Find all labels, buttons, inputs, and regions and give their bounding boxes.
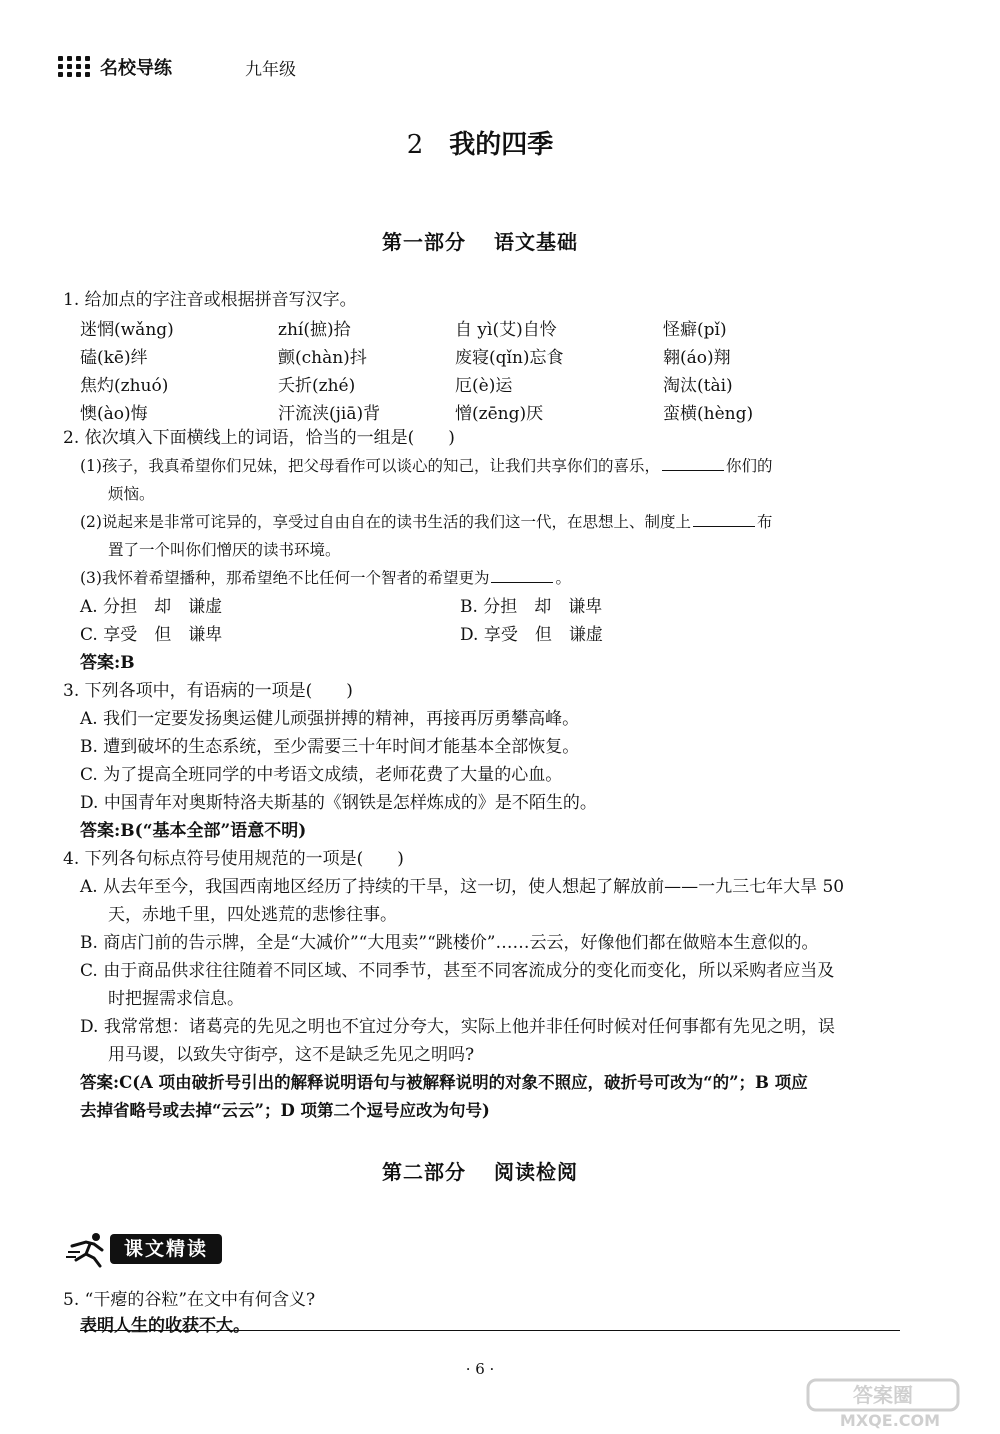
q2-stem: 2. 依次填入下面横线上的词语，恰当的一组是( )	[63, 428, 455, 448]
q1-item: 磕(kē)绊	[80, 348, 148, 368]
q1-item: 懊(ào)悔	[80, 404, 148, 424]
q4-option-d: D. 我常常想：诸葛亮的先见之明也不宜过分夸大，实际上他并非任何时候对任何事都有先见之明，误	[80, 1017, 835, 1037]
q1-item: 翱(áo)翔	[663, 348, 731, 368]
q2-option-a: A. 分担 却 谦虚	[80, 597, 223, 617]
part1-heading	[0, 226, 960, 255]
q4-option-a: A. 从去年至今，我国西南地区经历了持续的干旱，这一切，使人想起了解放前——一九三七年大旱 50	[80, 877, 845, 897]
q3-option-b: B. 遭到破坏的生态系统，至少需要三十年时间才能基本全部恢复。	[80, 737, 580, 757]
q1-stem: 1. 给加点的字注音或根据拼音写汉字。	[63, 290, 357, 310]
q3-answer-value: B(“基本全部”语意不明)	[120, 821, 307, 841]
q3-option-d: D. 中国青年对奥斯特洛夫斯基的《钢铁是怎样炼成的》是不陌生的。	[80, 793, 597, 813]
badge-label: 课文精读	[110, 1234, 222, 1264]
q2-s3-text: (3)我怀着希望播种，那希望绝不比任何一个智者的希望更为	[80, 569, 490, 587]
part2-name: 阅读检阅	[494, 1160, 578, 1184]
q1-item: 颤(chàn)抖	[278, 348, 367, 368]
lesson-number: 2	[406, 130, 424, 160]
part2-heading	[0, 1156, 960, 1185]
brand-dots-icon	[58, 56, 94, 78]
q1-item: 迷惘(wǎng)	[80, 320, 174, 340]
svg-text:MXQE.COM: MXQE.COM	[839, 1411, 941, 1430]
svg-text:答案圈: 答案圈	[853, 1383, 913, 1407]
q2-s1-tail: 你们的	[725, 457, 773, 475]
q2-answer-value: B	[120, 653, 135, 673]
watermark-icon	[800, 1378, 980, 1430]
q2-option-d: D. 享受 但 谦虚	[460, 625, 603, 645]
q1-item: 汗流浃(jiā)背	[278, 404, 381, 424]
q1-item: 厄(è)运	[455, 376, 513, 396]
q2-s1-cont: 烦恼。	[108, 485, 155, 503]
part1-label: 第一部分	[382, 230, 466, 254]
q2-s2-cont: 置了一个叫你们憎厌的读书环境。	[108, 541, 341, 559]
watermark-logo	[800, 1378, 980, 1430]
q4-option-b: B. 商店门前的告示牌，全是“大减价”“大甩卖”“跳楼价”……云云，好像他们都在做赔本生意似的。	[80, 933, 819, 953]
q3-answer	[80, 817, 306, 845]
q4-answer: 答案:C(A 项由破折号引出的解释说明语句与被解释说明的对象不照应，破折号可改为“的”；B 项应	[80, 1073, 808, 1092]
answer-underline	[80, 1330, 900, 1331]
q1-item: zhí(摭)拾	[278, 320, 351, 340]
page-number: · 6 ·	[465, 1360, 495, 1378]
q2-sentence-1	[80, 452, 920, 480]
q1-item: 自 yì(艾)自怜	[455, 320, 557, 340]
q2-blank-2	[693, 511, 755, 527]
q2-s3-tail: 。	[555, 569, 571, 587]
q1-item: 蛮横(hèng)	[663, 404, 754, 424]
q1-item: 憎(zēng)厌	[455, 404, 544, 424]
q5-stem: 5. “干瘪的谷粒”在文中有何含义?	[63, 1290, 316, 1310]
lesson-title-text: 我的四季	[449, 130, 554, 160]
q1-item: 废寝(qǐn)忘食	[455, 348, 564, 368]
q1-item: 夭折(zhé)	[278, 376, 356, 396]
q2-s1-text: (1)孩子，我真希望你们兄妹，把父母看作可以谈心的知己，让我们共享你们的喜乐，	[80, 457, 660, 475]
q3-option-c: C. 为了提高全班同学的中考语文成绩，老师花费了大量的心血。	[80, 765, 563, 785]
q2-blank-3	[491, 567, 553, 583]
runner-icon	[66, 1230, 112, 1268]
lesson-title	[0, 124, 960, 161]
q2-option-c: C. 享受 但 谦卑	[80, 625, 223, 645]
q2-blank-1	[662, 455, 724, 471]
reading-badge	[66, 1230, 226, 1268]
q4-option-c: C. 由于商品供求往往随着不同区域、不同季节，甚至不同客流成分的变化而变化，所以采购者应当及	[80, 961, 835, 981]
part2-label: 第二部分	[382, 1160, 466, 1184]
q4-option-c-cont: 时把握需求信息。	[108, 989, 244, 1009]
q4-option-d-cont: 用马谡，以致失守街亭，这不是缺乏先见之明吗?	[108, 1045, 475, 1065]
q2-option-b: B. 分担 却 谦卑	[460, 597, 603, 617]
q5-answer: 表明人生的收获不大。	[80, 1316, 250, 1336]
q4-option-a-cont: 天，赤地千里，四处逃荒的悲惨往事。	[108, 905, 397, 925]
brand-name: 名校导练	[100, 58, 172, 79]
q3-answer-label: 答案:	[80, 821, 121, 841]
q2-answer-label: 答案:	[80, 653, 121, 673]
q1-item: 焦灼(zhuó)	[80, 376, 169, 396]
q2-s2-tail: 布	[756, 513, 773, 531]
q2-sentence-2	[80, 508, 920, 536]
q2-sentence-3	[80, 564, 571, 592]
q1-item: 淘汰(tài)	[663, 376, 733, 396]
grade-label: 九年级	[245, 60, 296, 80]
q1-item: 怪癖(pǐ)	[663, 320, 727, 340]
q4-answer-cont: 去掉省略号或去掉“云云”；D 项第二个逗号应改为句号)	[80, 1101, 490, 1120]
q3-option-a: A. 我们一定要发扬奥运健儿顽强拼搏的精神，再接再厉勇攀高峰。	[80, 709, 580, 729]
q2-answer	[80, 649, 135, 677]
part1-name: 语文基础	[494, 230, 578, 254]
q2-s2-text: (2)说起来是非常可诧异的，享受过自由自在的读书生活的我们这一代，在思想上、制度上	[80, 513, 691, 531]
q3-stem: 3. 下列各项中，有语病的一项是( )	[63, 681, 353, 701]
q4-stem: 4. 下列各句标点符号使用规范的一项是( )	[63, 849, 404, 869]
